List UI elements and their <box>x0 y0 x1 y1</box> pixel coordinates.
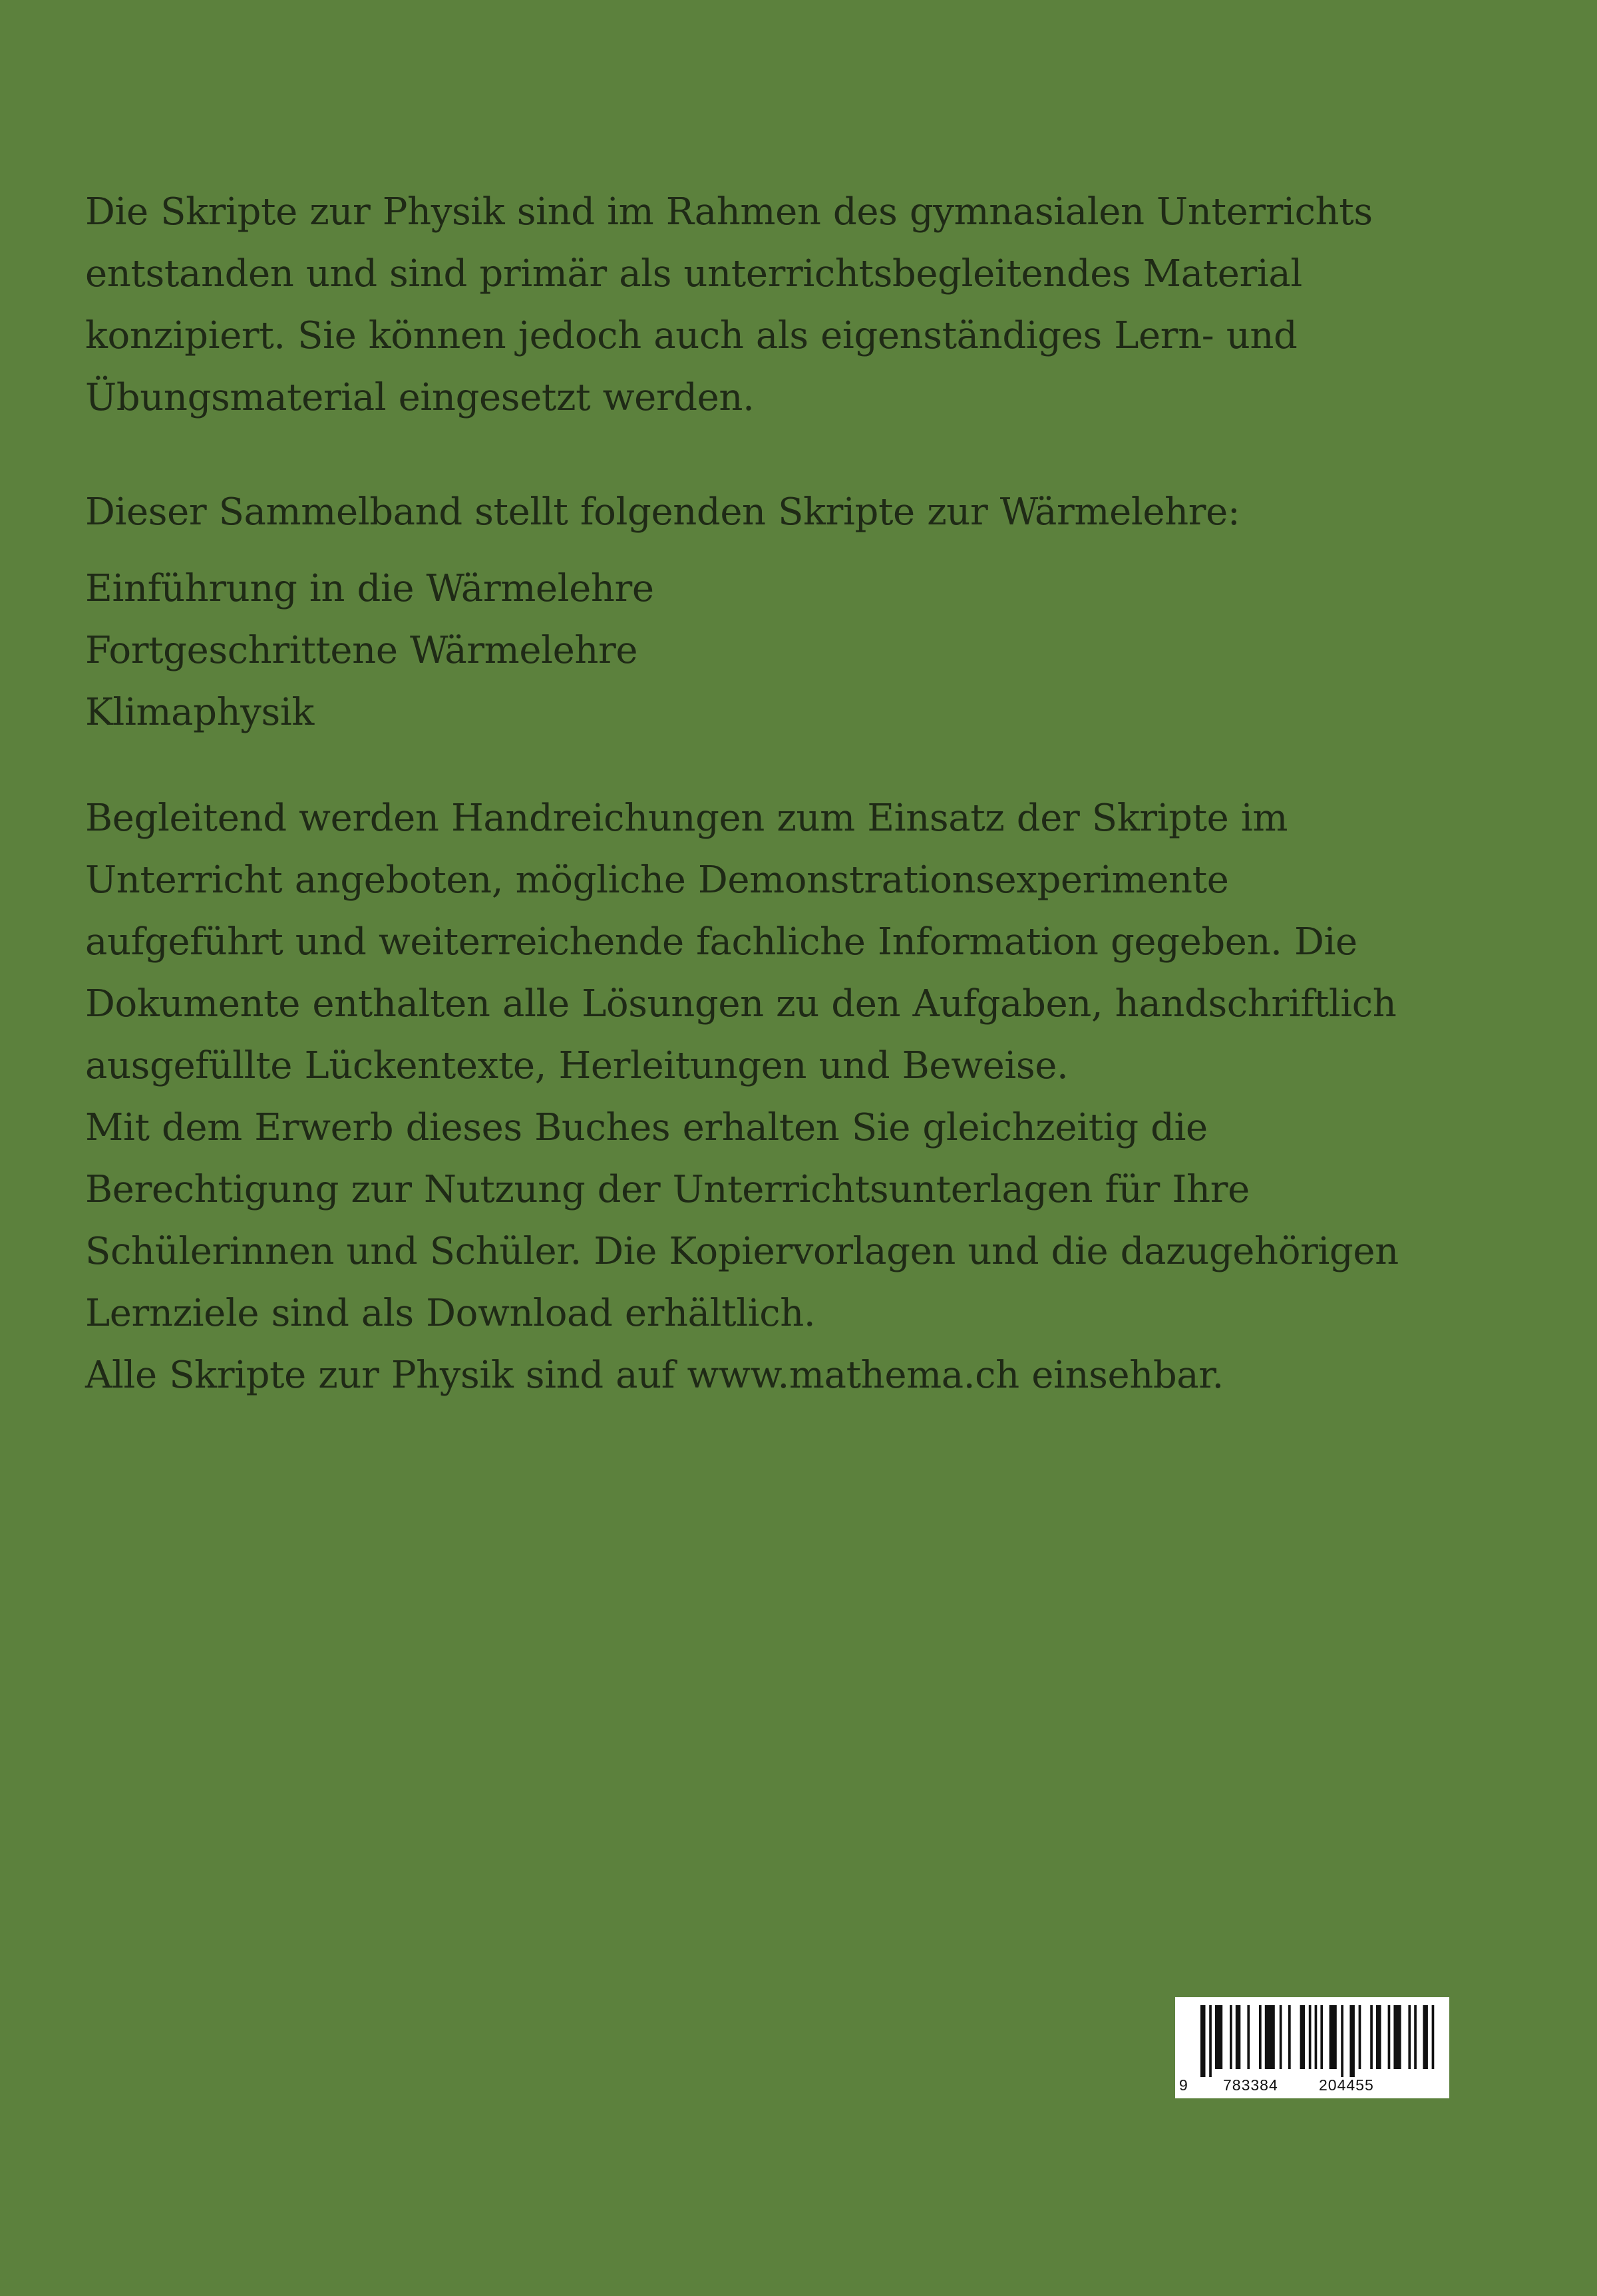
barcode-bar <box>1414 2005 1417 2069</box>
collection-intro: Dieser Sammelband stellt folgenden Skripte zur Wärmelehre: <box>85 490 1240 534</box>
barcode-graphic <box>1175 1997 1449 2098</box>
barcode-bar <box>1370 2005 1373 2069</box>
barcode-digit-group-1: 783384 <box>1223 2076 1278 2094</box>
details-line: Unterricht angeboten, mögliche Demonstrationsexperimente <box>85 859 1229 902</box>
script-title: Fortgeschrittene Wärmelehre <box>85 629 638 672</box>
details-paragraph <box>85 787 1536 1406</box>
intro-line: konzipiert. Sie können jedoch auch als eigenständiges Lern- und <box>85 314 1298 357</box>
barcode-bar <box>1236 2005 1241 2069</box>
details-line: Lernziele sind als Download erhältlich. <box>85 1292 816 1335</box>
barcode-bar <box>1309 2005 1312 2069</box>
barcode-bar <box>1349 2005 1355 2077</box>
barcode-bar <box>1288 2005 1291 2069</box>
isbn-barcode <box>1175 1997 1449 2098</box>
details-line: Berechtigung zur Nutzung der Unterrichtsunterlagen für Ihre <box>85 1168 1250 1211</box>
barcode-digit-group-2: 204455 <box>1319 2076 1374 2094</box>
details-line: Mit dem Erwerb dieses Buches erhalten Sie gleichzeitig die <box>85 1106 1208 1149</box>
barcode-bar <box>1280 2005 1282 2069</box>
barcode-bar <box>1259 2005 1262 2069</box>
script-list <box>85 558 1536 743</box>
details-line: Dokumente enthalten alle Lösungen zu den Aufgaben, handschriftlich <box>85 982 1397 1026</box>
barcode-bar <box>1315 2005 1318 2069</box>
barcode-bar <box>1200 2005 1206 2077</box>
intro-line: Übungsmaterial eingesetzt werden. <box>85 376 755 419</box>
barcode-bar <box>1300 2005 1306 2069</box>
barcode-bar <box>1432 2005 1435 2069</box>
details-line: aufgeführt und weiterreichende fachliche Information gegeben. Die <box>85 920 1357 964</box>
intro-paragraph <box>85 181 1536 429</box>
details-line: Begleitend werden Handreichungen zum Einsatz der Skripte im <box>85 797 1288 840</box>
barcode-bar <box>1376 2005 1381 2069</box>
barcode-bar <box>1388 2005 1391 2069</box>
script-title: Einführung in die Wärmelehre <box>85 567 654 610</box>
barcode-bar <box>1265 2005 1275 2069</box>
barcode-bar <box>1209 2005 1212 2077</box>
back-cover-text <box>85 181 1536 1406</box>
barcode-bar <box>1359 2005 1361 2069</box>
barcode-digit-prefix: 9 <box>1179 2076 1188 2094</box>
barcode-bar <box>1247 2005 1250 2069</box>
details-line: Schülerinnen und Schüler. Die Kopiervorlagen und die dazugehörigen <box>85 1230 1399 1273</box>
barcode-bar <box>1423 2005 1428 2069</box>
details-line: ausgefüllte Lückentexte, Herleitungen und Beweise. <box>85 1044 1069 1087</box>
intro-line: entstanden und sind primär als unterrichtsbegleitendes Material <box>85 252 1302 295</box>
intro-line: Die Skripte zur Physik sind im Rahmen des gymnasialen Unterrichts <box>85 190 1373 234</box>
barcode-bar <box>1341 2005 1343 2077</box>
barcode-bar <box>1408 2005 1411 2069</box>
barcode-bar <box>1393 2005 1401 2069</box>
script-title: Klimaphysik <box>85 691 314 734</box>
barcode-bar <box>1230 2005 1232 2069</box>
barcode-bar <box>1320 2005 1323 2069</box>
barcode-bar <box>1215 2005 1222 2069</box>
barcode-bar <box>1330 2005 1337 2069</box>
details-line: Alle Skripte zur Physik sind auf www.mathema.ch einsehbar. <box>85 1354 1224 1397</box>
